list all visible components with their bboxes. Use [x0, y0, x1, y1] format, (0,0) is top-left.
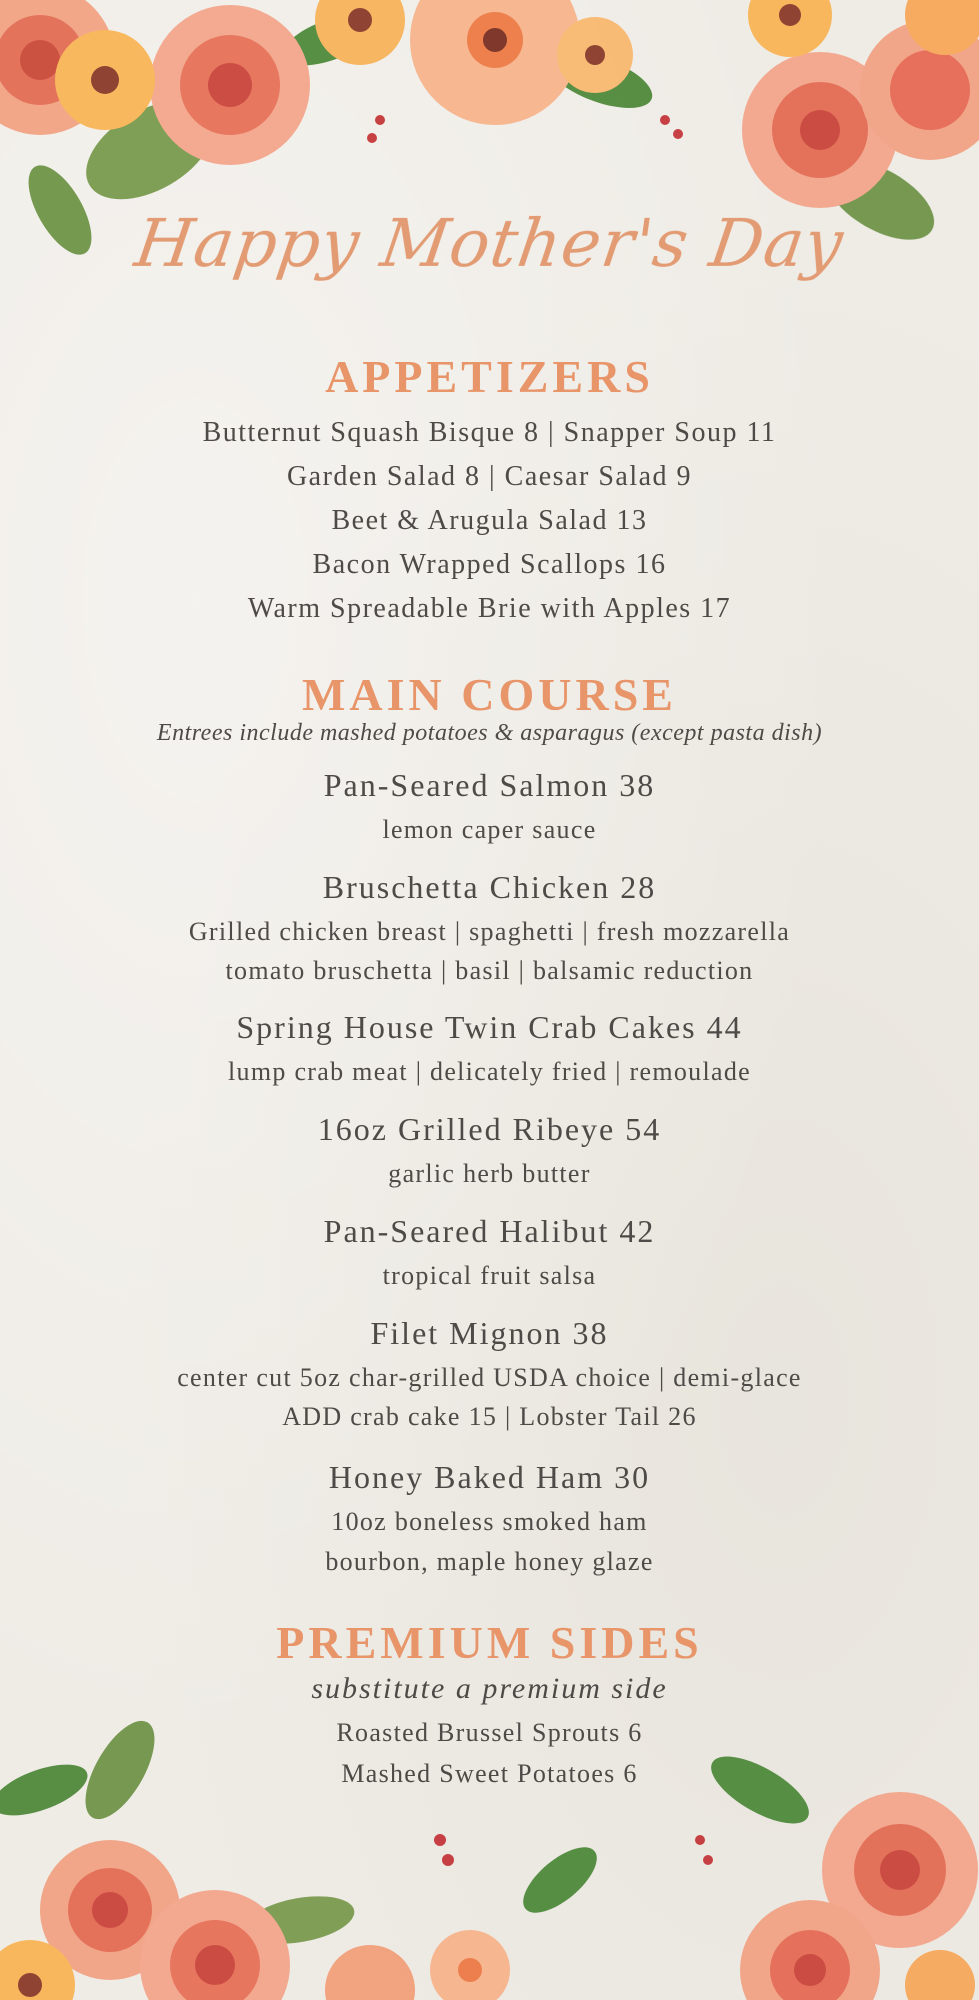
dish-name: Spring House Twin Crab Cakes 44	[236, 1009, 743, 1045]
dish-name: Pan-Seared Salmon 38	[323, 767, 656, 803]
dish-name: 16oz Grilled Ribeye 54	[317, 1111, 662, 1147]
appetizer-item: Garden Salad 8 | Caesar Salad 9	[286, 461, 693, 492]
dish-description: Grilled chicken breast | spaghetti | fresh mozzarella	[188, 917, 791, 946]
dish-description: tropical fruit salsa	[382, 1261, 597, 1290]
dish-description: 10oz boneless smoked ham	[331, 1507, 648, 1536]
appetizer-item: Bacon Wrapped Scallops 16	[312, 549, 667, 580]
dish-description: center cut 5oz char-grilled USDA choice | demi-glace	[177, 1363, 802, 1392]
side-item: Mashed Sweet Potatoes 6	[341, 1759, 638, 1788]
side-item: Roasted Brussel Sprouts 6	[336, 1718, 643, 1747]
appetizer-item: Butternut Squash Bisque 8 | Snapper Soup 11	[202, 417, 777, 448]
main-course-note: Entrees include mashed potatoes & asparagus (except pasta dish)	[156, 720, 823, 746]
dish-description: ADD crab cake 15 | Lobster Tail 26	[282, 1402, 697, 1431]
dish-description: lemon caper sauce	[382, 815, 597, 844]
appetizer-item: Beet & Arugula Salad 13	[331, 505, 648, 536]
dish-name: Pan-Seared Halibut 42	[323, 1213, 656, 1249]
appetizer-item: Warm Spreadable Brie with Apples 17	[247, 593, 732, 624]
dish-description: tomato bruschetta | basil | balsamic reduction	[225, 956, 754, 985]
main-course-heading: MAIN COURSE	[302, 669, 677, 720]
greeting-title: Happy Mother's Day	[130, 205, 849, 282]
appetizers-heading: APPETIZERS	[325, 351, 654, 402]
premium-sides-heading: PREMIUM SIDES	[276, 1617, 703, 1668]
dish-description: garlic herb butter	[388, 1159, 591, 1188]
dish-name: Bruschetta Chicken 28	[322, 869, 657, 905]
dish-description: bourbon, maple honey glaze	[325, 1547, 654, 1576]
dish-description: lump crab meat | delicately fried | remoulade	[228, 1057, 751, 1086]
dish-name: Honey Baked Ham 30	[328, 1459, 651, 1495]
dish-name: Filet Mignon 38	[370, 1315, 609, 1351]
premium-sides-note: substitute a premium side	[311, 1672, 668, 1705]
